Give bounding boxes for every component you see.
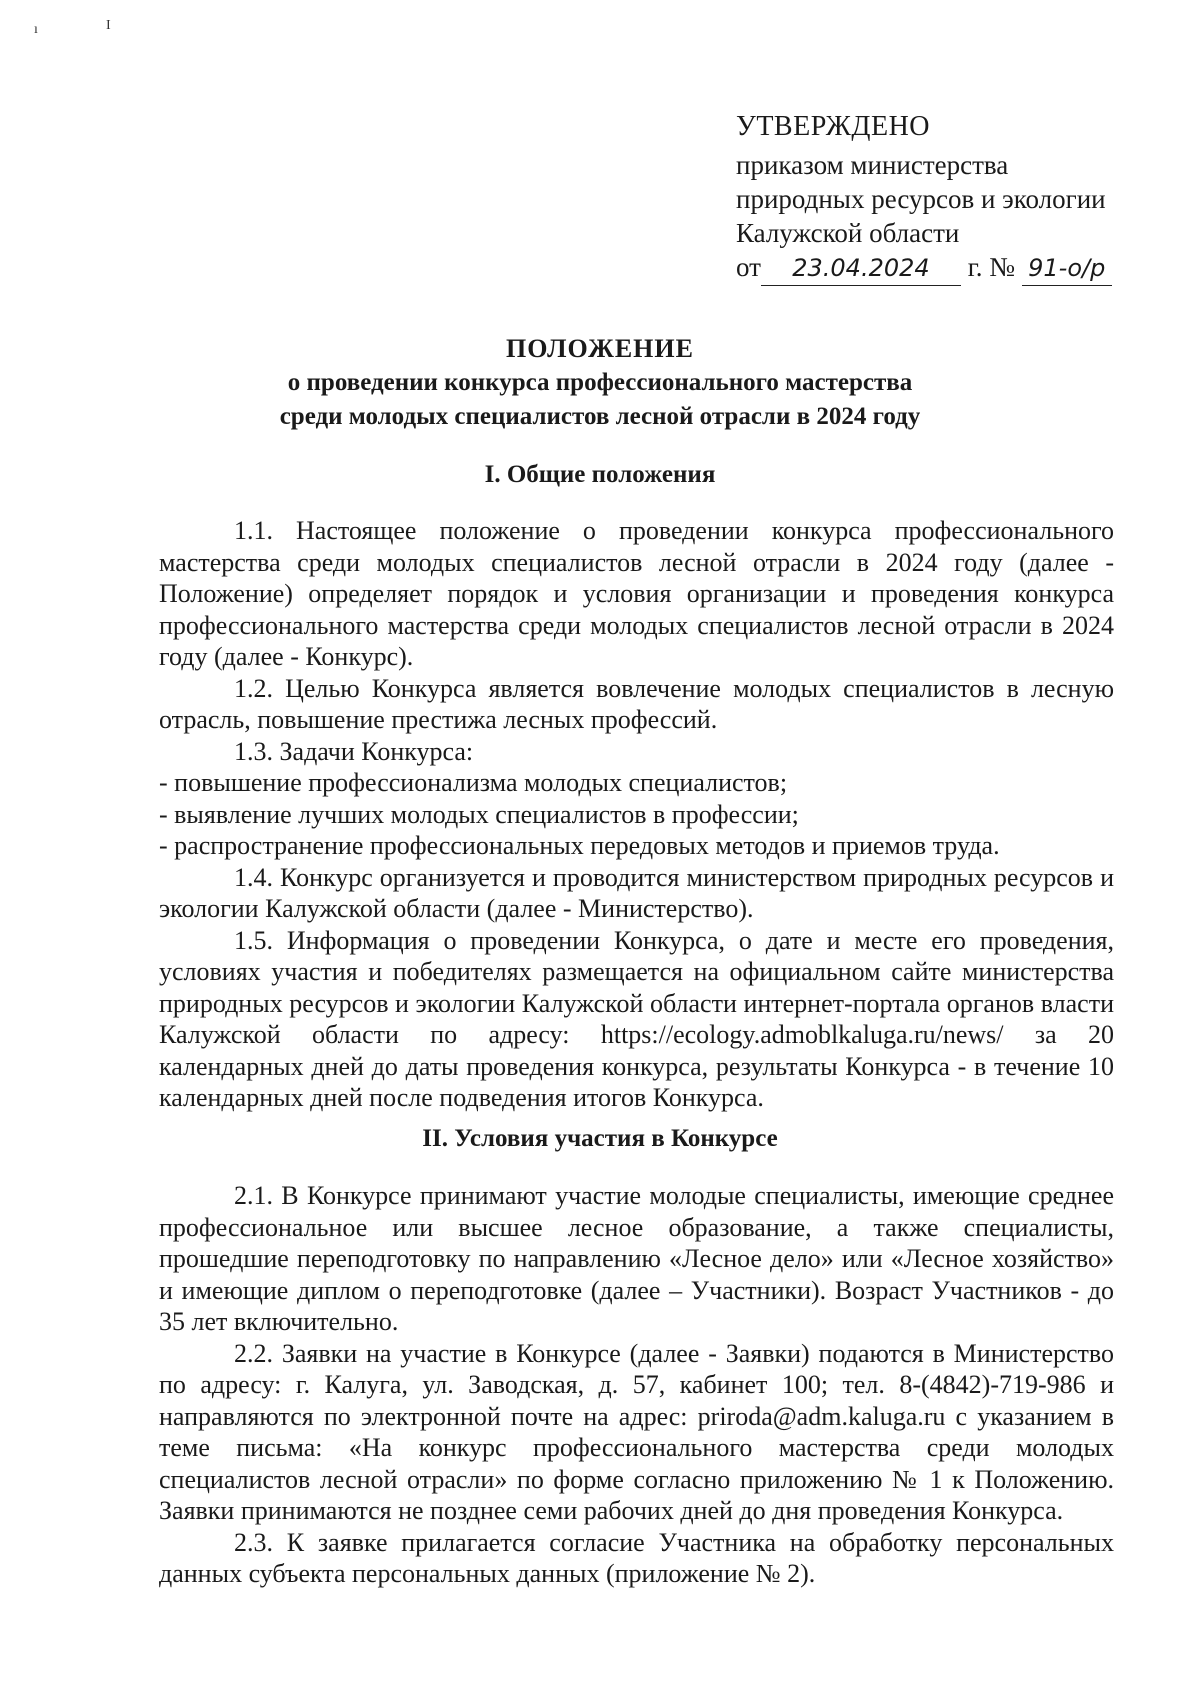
paragraph-2-1: 2.1. В Конкурсе принимают участие молодые специалисты, имеющие среднее профессиональное или высшее лесное образование, а также специалисты, прошедшие переподготовку по направлению «Лесное дело» или «Лесное хозяйство» и имеющие диплом о переподготовке (далее – Участники). Возраст Участников - до 35 лет включительно. [159,1181,1114,1336]
paragraph-1-4: 1.4. Конкурс организуется и проводится министерством природных ресурсов и экологии Калужской области (далее - Министерство). [159,862,1114,923]
section-2-heading: II. Условия участия в Конкурсе [422,1125,778,1152]
document-title: ПОЛОЖЕНИЕ [506,334,694,363]
task-item-3: - распространение профессиональных передовых методов и приемов труда. [159,831,1000,860]
document-subtitle-line-1: о проведении конкурса профессионального мастерства [287,369,913,396]
approval-stamp-block [736,110,1156,286]
section-1-heading: I. Общие положения [484,461,716,488]
document-title-block [100,332,1100,434]
corner-mark-right: I [106,18,111,33]
handwritten-date: 23.04.2024 [761,251,961,286]
approval-line-3: Калужской области [736,218,960,248]
approval-date-line [736,250,1156,286]
approval-line-1: приказом министерства [736,150,1009,180]
section-1-body [159,515,1114,1114]
handwritten-order-number: 91-о/р [1022,251,1112,286]
paragraph-2-2: 2.2. Заявки на участие в Конкурсе (далее - Заявки) подаются в Министерство по адресу: г. Калуга, ул. Заводская, д. 57, кабинет 100; тел. 8-(4842)-719-986 и направляются по электронной почте на адрес: priroda@adm.kaluga.ru с указанием в теме письма: «На конкурс профессионального мастерства среди молодых специалистов лесной отрасли» по форме согласно приложению № 1 к Положению. Заявки принимаются не позднее семи рабочих дней до дня проведения Конкурса. [159,1338,1114,1525]
paragraph-2-3: 2.3. К заявке прилагается согласие Участника на обработку персональных данных субъекта персональных данных (приложение № 2). [159,1527,1114,1588]
number-label: г. № [967,252,1015,282]
task-item-1: - повышение профессионализма молодых специалистов; [159,768,788,797]
paragraph-1-1: 1.1. Настоящее положение о проведении конкурса профессионального мастерства среди молодых специалистов лесной отрасли в 2024 году (далее - Положение) определяет порядок и условия организации и проведения конкурса профессионального мастерства среди молодых специалистов лесной отрасли в 2024 году (далее - Конкурс). [159,516,1114,671]
paragraph-1-2: 1.2. Целью Конкурса является вовлечение молодых специалистов в лесную отрасль, повышение престижа лесных профессий. [159,673,1114,734]
approval-title: УТВЕРЖДЕНО [736,111,931,142]
document-subtitle-line-2: среди молодых специалистов лесной отрасли в 2024 году [279,403,921,430]
section-2-body [159,1180,1114,1590]
approval-line-2: природных ресурсов и экологии [736,184,1106,214]
date-prefix: от [736,252,761,282]
corner-mark-left: ı [34,22,38,37]
paragraph-1-5: 1.5. Информация о проведении Конкурса, о дате и месте его проведения, условиях участия и победителях размещается на официальном сайте министерства природных ресурсов и экологии Калужской области интернет-портала органов власти Калужской области по адресу: https://ecology.admoblkaluga.ru/news/ за 20 календарных дней до даты проведения конкурса, результаты Конкурса - в течение 10 календарных дней после подведения итогов Конкурса. [159,925,1114,1112]
task-item-2: - выявление лучших молодых специалистов в профессии; [159,799,799,829]
paragraph-1-3: 1.3. Задачи Конкурса: [234,736,474,766]
